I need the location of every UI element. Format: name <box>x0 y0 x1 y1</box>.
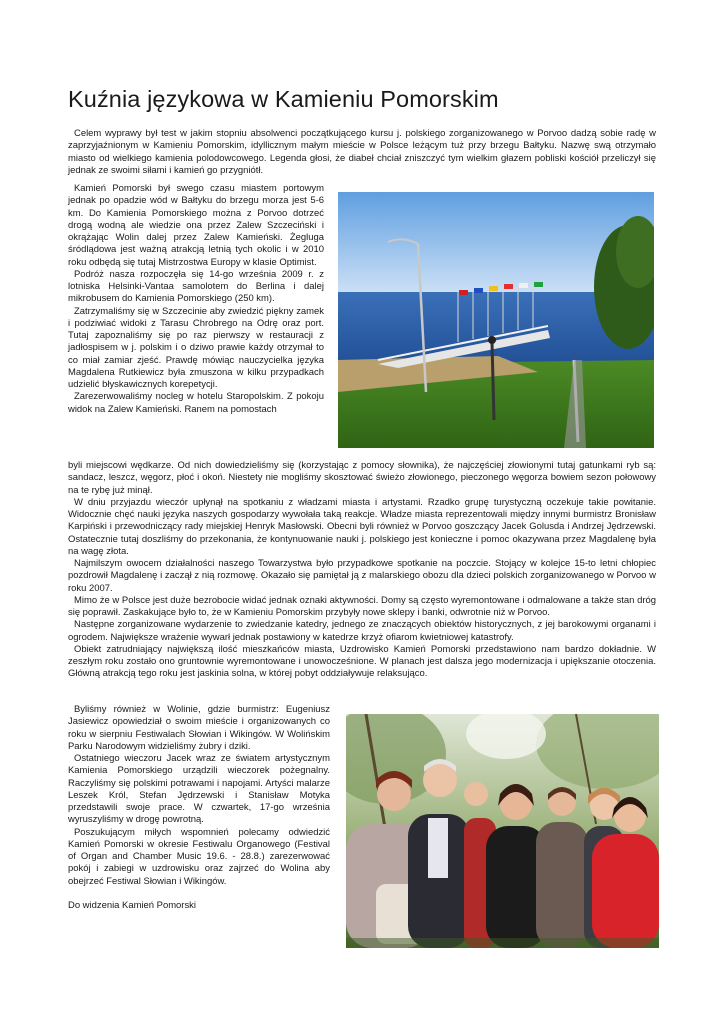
paragraph: Celem wyprawy był test w jakim stopniu absolwenci początkującego kursu j. polskiego zorganizowanego w Porvoo dadzą sobie radę w zaprzyjaźnionym w Kamieniu Pomorskim, idyllicznym małym mieście w Polsce leżącym tuż przy brzegu Bałtyku. Nazwę swą otrzymało miasto od wielkiego kamienia polodowcowego. Legenda głosi, że diabeł chciał zniszczyć tym wielkim głazem pobliski kościół przeliczył się jednak ze swoimi siłami i kamień go przygniótł. <box>68 128 656 176</box>
paragraph: Ostatniego wieczoru Jacek wraz ze światem artystycznym Kamienia Pomorskiego urządzili wieczorek pożegnalny. Raczyliśmy się polskimi potrawami i napojami. Artyści malarze Leszek Król, Stefan Jędrzewski i Stanisław Motyka przedstawili swoje prace. W czwartek, 17-go września wyruszyliśmy w drogę powrotną. <box>68 753 330 826</box>
paragraph: Obiekt zatrudniający największą ilość mieszkańców miasta, Uzdrowisko Kamień Pomorski przedstawiono nam bardzo dokładnie. W zeszłym roku zostało ono gruntownie wyremontowane i unowocześnione. W planach jest dalsza jego modernizacja i upiększanie otoczenia. Główną atrakcją tego roku jest jaskinia solna, w której pobyt oddziaływuje relaksująco. <box>68 643 656 680</box>
bottom-column-text <box>68 704 330 912</box>
paragraph: Kamień Pomorski był swego czasu miastem portowym jednak po opadzie wód w Bałtyku do brzegu morza jest 5-6 km. Do Kamienia Pomorskiego można z Porvoo dotrzeć drogą wodną ale wiedzie ona przez Zalew Szczeciński i okrążając Wolin dalej przez Zalew Kamieński. Żegluga śródlądowa jest ważną atrakcją letnią tych okolic i w 2010 roku odbędą się tutaj Mistrzostwa Europy w klasie Optimist. <box>68 183 324 268</box>
paragraph: Zatrzymaliśmy się w Szczecinie aby zwiedzić piękny zamek i podziwiać widoki z Tarasu Chrobrego na Odrę oraz port. Tutaj zapoznaliśmy się po raz pierwszy w restauracji z jadłospisem w j. polskim i o dziwo prawie każdy otrzymał to co miał zamiar zjeść. Prawdę mówiąc nauczycielka języka Magdalena Rutkiewicz była zmuszona w kilku przypadkach udzielić błyskawicznych korepetycji. <box>68 305 324 390</box>
paragraph: Najmilszym owocem działalności naszego Towarzystwa było przypadkowe spotkanie na poczcie. Stojący w kolejce 15-to letni chłopiec pozdrowił Magdalenę i zaczął z nią rozmowę. Okazało się pamiętał ją z malarskiego obozu dla dzieci polskich zorganizowanego w Porvoo w roku 2007. <box>68 558 656 594</box>
side-column-text <box>68 183 324 416</box>
paragraph: W dniu przyjazdu wieczór upłynął na spotkaniu z władzami miasta i artystami. Rzadko grupę turystyczną oczekuje takie powitanie. Widocznie chęć nauki języka naszych gospodarzy wywołała taką reakcje. Władze miasta reprezentowali między innymi burmistrz Bronisław Karpiński i przewodniczący rady miejskiej Henryk Masłowski. Obecni byli również w Porvoo goszczący Jacek Golusda i Andrzej Jędrzewski. Ostatecznie tutaj doszliśmy do przekonania, że kontynuowanie nauki j. polskiego jest konieczne i pomoc okazywana przez Magdalenę była na wagę złota. <box>68 496 656 557</box>
paragraph: Poszukującym miłych wspomnień polecamy odwiedzić Kamień Pomorski w okresie Festiwalu Organowego (Festival of Organ and Chamber Music 19.6. - 28.8.) zarezerwować pokój i zabiegi w uzdrowisku oraz zajrzeć do Wolina aby obejrzeć Festiwal Słowian i Wikingów. <box>68 826 330 887</box>
main-text <box>68 460 656 681</box>
paragraph: Zarezerwowaliśmy nocleg w hotelu Staropolskim. Z pokoju widok na Zalew Kamieński. Ranem na pomostach <box>68 391 324 415</box>
paragraph: Mimo że w Polsce jest duże bezrobocie widać jednak oznaki aktywności. Domy są często wyremontowane i odmalowane a także stan dróg się poprawił. Zaskakujące było to, że w Kamieniu Pomorskim przybyły nowe sklepy i banki, odwrotnie niż w Porvoo. <box>68 594 656 618</box>
signature: Do widzenia Kamień Pomorski <box>68 899 196 911</box>
pier-photo <box>338 192 654 448</box>
group-photo <box>346 714 659 948</box>
paragraph: Podróż nasza rozpoczęła się 14-go września 2009 r. z lotniska Helsinki-Vantaa samolotem do Berlina i dalej mikrobusem do Kamienia Pomorskiego (250 km). <box>68 268 324 305</box>
paragraph: Następne zorganizowane wydarzenie to zwiedzanie katedry, jednego ze znaczących obiektów historycznych, z jej barokowymi organami i ogrodem. Największe wrażenie wywarł jednak postawiony w katedrze krzyż ofiarom kwietniowej katastrofy. <box>68 619 656 643</box>
paragraph: Byliśmy również w Wolinie, gdzie burmistrz: Eugeniusz Jasiewicz opowiedział o swoim mieście i organizowanych co roku w sierpniu Festiwalach Słowian i Wikingów. W Wolińskim Parku Narodowym widzieliśmy żubry i dziki. <box>68 704 330 752</box>
article-title: Kuźnia językowa w Kamieniu Pomorskim <box>68 86 499 112</box>
intro-text <box>68 128 656 177</box>
paragraph: byli miejscowi wędkarze. Od nich dowiedzieliśmy się (korzystając z pomocy słownika), że najczęściej złowionymi tutaj gatunkami ryb są: sandacz, leszcz, węgorz, płoć i okoń. Niestety nie mogliśmy skosztować świeżo złowionego, pieczonego węgorza bowiem sezon połowowy na te rybę już minął. <box>68 460 656 496</box>
